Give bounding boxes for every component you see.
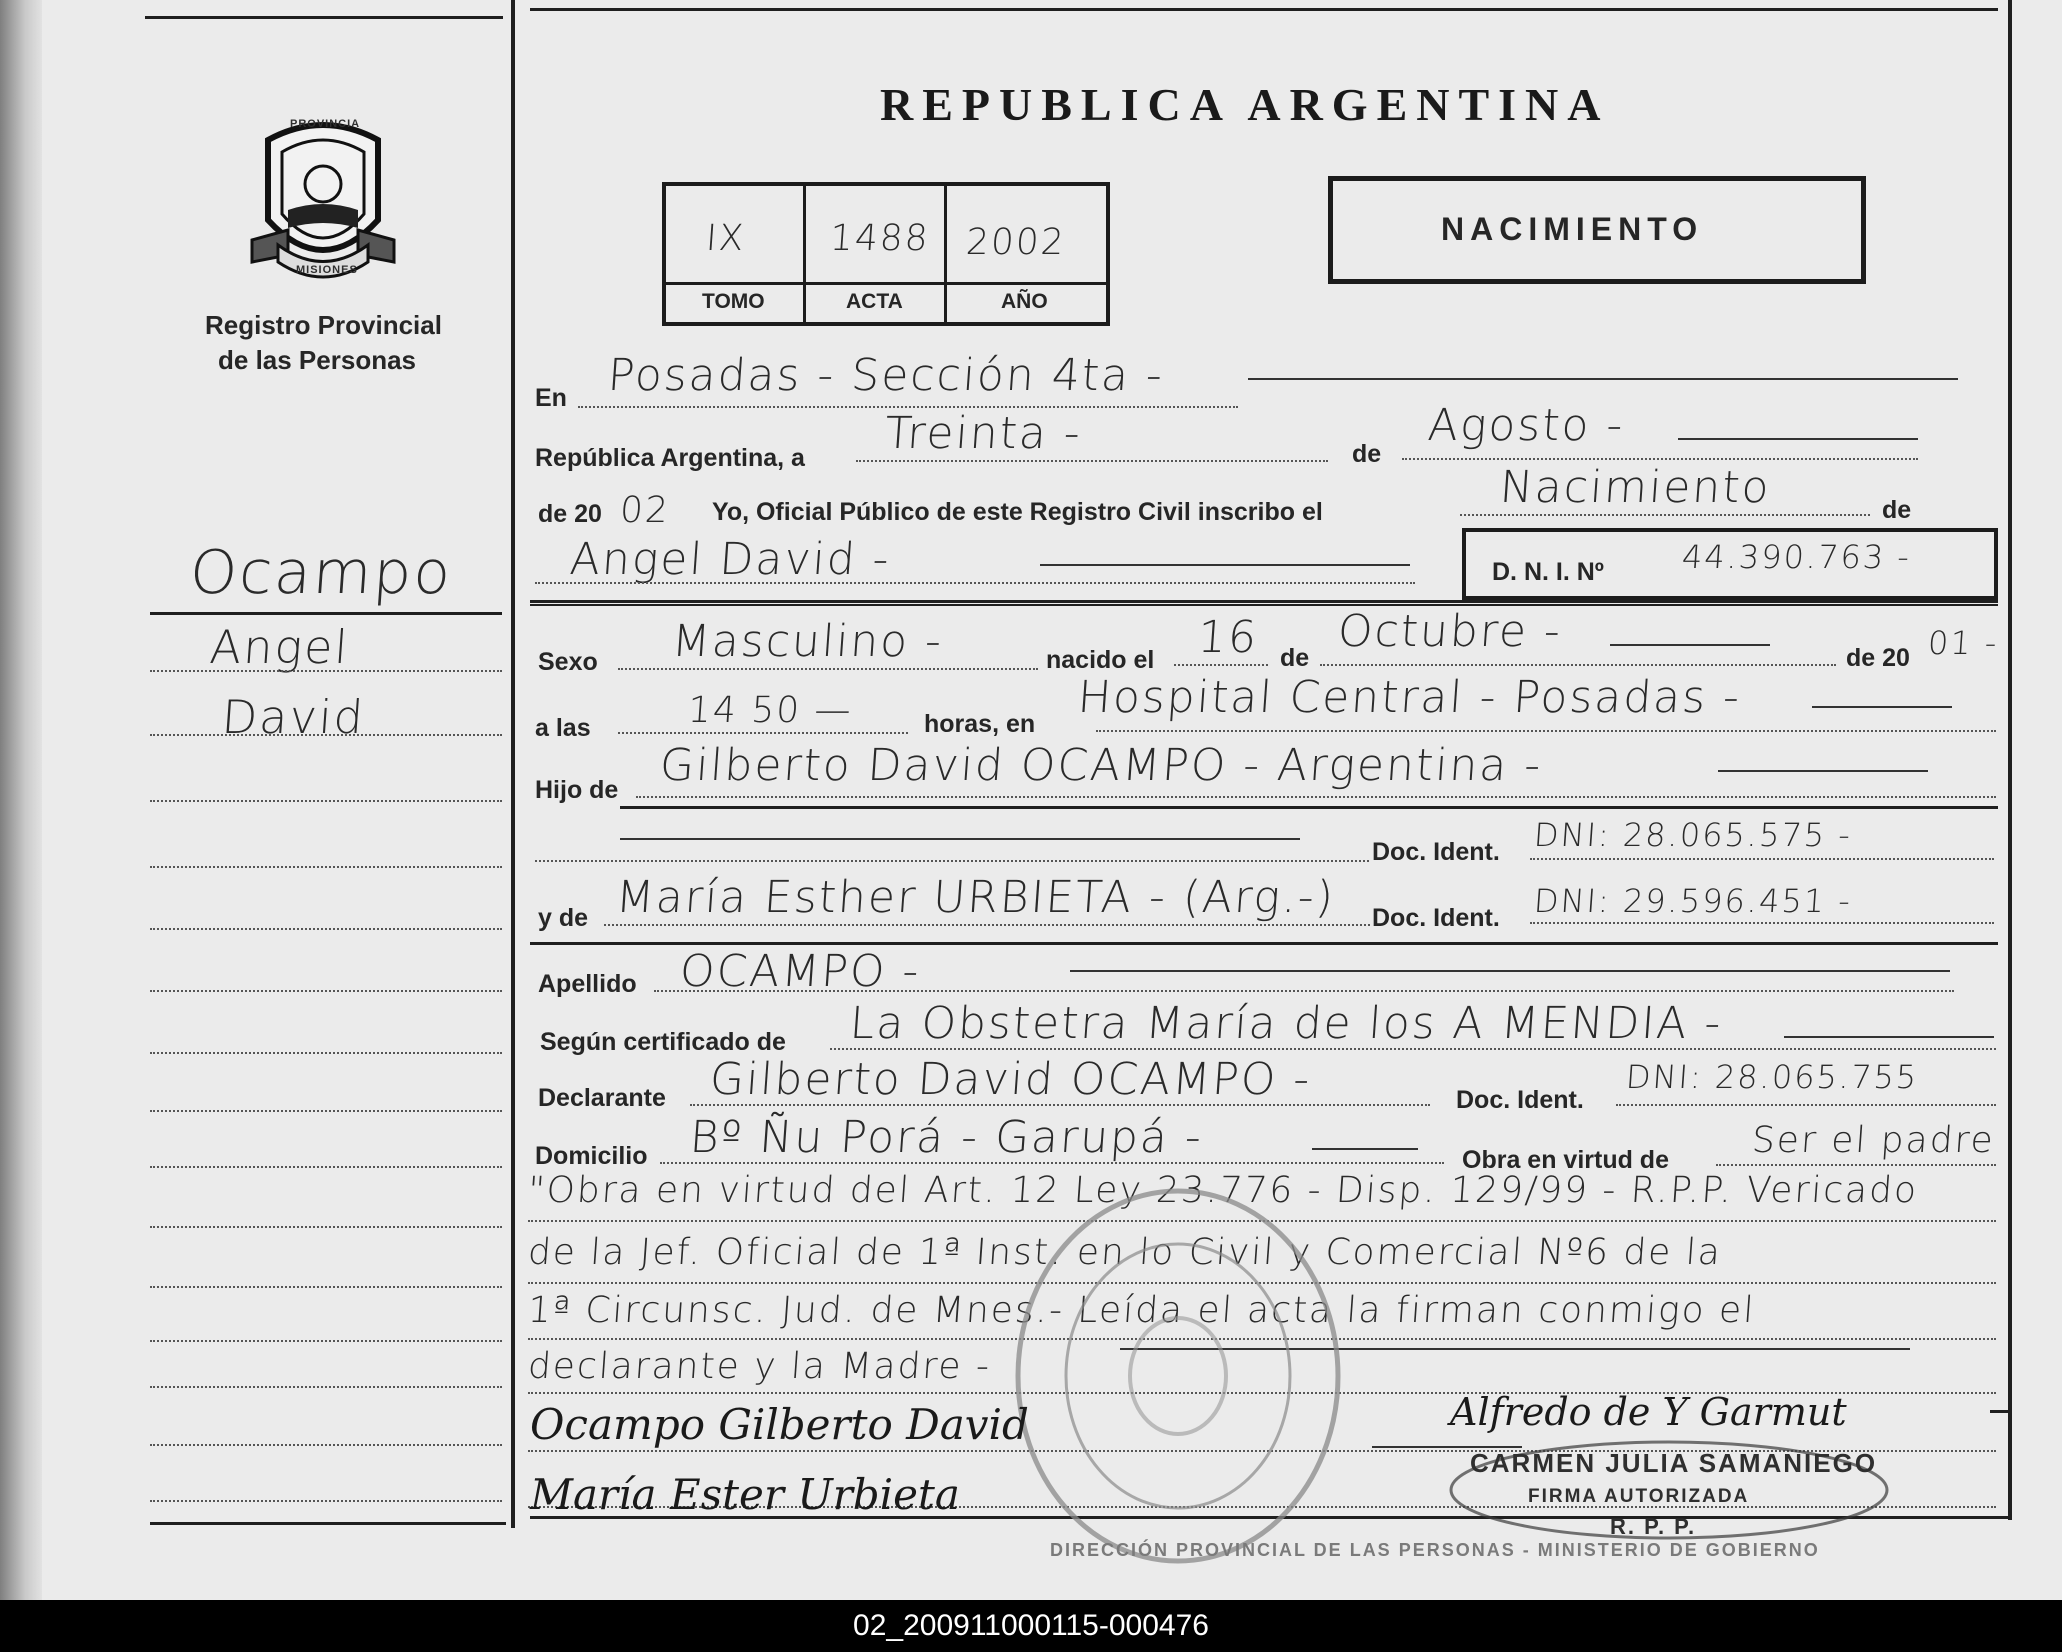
official-name: CARMEN JULIA SAMANIEGO (1470, 1448, 1878, 1478)
declarante-doc-value: DNI: 28.065.755 (1624, 1058, 1920, 1096)
fill-line (1784, 1036, 1994, 1038)
image-id-footer: 02_200911000115-000476 (0, 1600, 2062, 1652)
day-value: Treinta - (883, 408, 1084, 459)
acta-value: 1488 (828, 218, 932, 259)
doc-ident-label-3: Doc. Ident. (1456, 1086, 1584, 1114)
nacido-label: nacido el (1046, 646, 1155, 674)
section-rule-3 (620, 806, 1998, 809)
margin-first-name: Angel (208, 620, 352, 674)
apellido-label: Apellido (538, 970, 637, 998)
fill-line (1678, 438, 1918, 440)
record-type-label: NACIMIENTO (1441, 211, 1704, 247)
fill-line (1070, 970, 1950, 972)
margin-line (150, 1052, 502, 1054)
note-line-3: 1ª Circunsc. Jud. de Mnes.- Leída el acta la firman conmigo el (526, 1290, 1757, 1331)
left-bottom-rule (150, 1522, 506, 1525)
fill-line (535, 860, 1369, 862)
alas-label: a las (535, 714, 591, 742)
hijo-label: Hijo de (535, 776, 619, 804)
de-label-2: de (1882, 496, 1912, 524)
de-label-3: de (1280, 644, 1310, 672)
year-value: 02 (618, 490, 672, 531)
domicilio-label: Domicilio (535, 1142, 648, 1170)
fill-line (1312, 1148, 1418, 1150)
inscribo-value: Nacimiento (1498, 462, 1773, 513)
signature-father: Ocampo Gilberto David (530, 1400, 1029, 1449)
margin-line (150, 1444, 502, 1446)
margin-line (150, 1226, 502, 1228)
domicilio-value: Bº Ñu Porá - Garupá - (688, 1112, 1205, 1163)
mother-doc-value: DNI: 29.596.451 - (1532, 882, 1854, 920)
fill-line (618, 668, 1038, 670)
apellido-value: OCAMPO - (678, 946, 923, 997)
yde-label: y de (538, 904, 589, 932)
fill-line (654, 990, 1954, 992)
fill-line (1616, 1104, 1996, 1106)
country-title: REPUBLICA ARGENTINA (880, 79, 1610, 130)
sexo-value: Masculino - (670, 616, 945, 667)
record-type-box (1328, 176, 1866, 284)
en-value: Posadas - Sección 4ta - (606, 350, 1166, 401)
republica-label: República Argentina, a (535, 444, 805, 472)
margin-second-name: David (220, 690, 367, 744)
fill-line (535, 582, 1415, 584)
margin-surname: Ocampo (187, 538, 455, 608)
right-border (2008, 0, 2012, 1520)
de20-label: de 20 (1846, 644, 1910, 672)
dni-label: D. N. I. Nº (1492, 558, 1604, 586)
margin-line (150, 928, 502, 930)
father-doc-value: DNI: 28.065.575 - (1532, 816, 1854, 854)
fill-line (660, 1162, 1444, 1164)
doc-ident-label-2: Doc. Ident. (1372, 904, 1500, 932)
en-label: En (535, 384, 567, 412)
segun-label: Según certificado de (540, 1028, 786, 1056)
yo-text: Yo, Oficial Público de este Registro Civil inscribo el (712, 498, 1323, 526)
fill-line (618, 732, 908, 734)
tomo-label: TOMO (702, 290, 765, 313)
obra-value: Ser el padre (1750, 1120, 1997, 1161)
fill-line (1716, 1164, 1996, 1166)
birth-place-value: Hospital Central - Posadas - (1076, 672, 1743, 723)
margin-line (150, 1386, 502, 1388)
fill-line (1460, 514, 1870, 516)
year-prefix-label: de 20 (538, 500, 602, 528)
margin-line (150, 734, 502, 736)
signature-mother: María Ester Urbieta (530, 1470, 960, 1519)
declarante-value: Gilberto David OCAMPO - (708, 1054, 1314, 1105)
edge-mark (1990, 1410, 2010, 1413)
margin-line (150, 670, 502, 672)
fill-line (1248, 378, 1958, 380)
note-line-1: "Obra en virtud del Art. 12 Ley 23.776 - Disp. 129/99 - R.P.P. Vericado (526, 1170, 1920, 1211)
section-rule-1 (530, 600, 1998, 603)
seal-text-bottom: MISIONES (296, 264, 358, 276)
fill-line (1174, 664, 1268, 666)
fill-line (856, 460, 1328, 462)
tomo-value: IX (704, 218, 747, 259)
horas-label: horas, en (924, 710, 1036, 738)
main-top-rule (530, 8, 1998, 11)
seal-text-top: PROVINCIA (290, 118, 361, 130)
signature-official: Alfredo de Y Garmut (1450, 1390, 1847, 1434)
fill-line (636, 796, 1996, 798)
registry-name-line2: de las Personas (218, 345, 416, 375)
fill-line (1096, 730, 1996, 732)
hour-value: 14 50 — (686, 690, 854, 731)
ano-value: 2002 (964, 222, 1068, 263)
fill-line (620, 838, 1300, 840)
official-round-stamp-icon (1008, 1176, 1348, 1576)
margin-line (150, 1340, 502, 1342)
fill-line (1610, 644, 1770, 646)
round-stamp-text: DIRECCIÓN PROVINCIAL DE LAS PERSONAS - MINISTERIO DE GOBIERNO (1050, 1540, 1820, 1560)
certificate-value: La Obstetra María de los A MENDIA - (848, 998, 1725, 1049)
birth-year-value: 01 - (1926, 624, 2000, 662)
section-rule-4 (530, 942, 1998, 945)
margin-line (150, 866, 502, 868)
birth-month-value: Octubre - (1336, 606, 1564, 657)
month-value: Agosto - (1426, 400, 1627, 451)
ano-label: AÑO (1001, 290, 1048, 313)
fill-line (1402, 458, 1918, 460)
mother-name-value: María Esther URBIETA - (Arg.-) (614, 872, 1337, 923)
fill-line (830, 1048, 1996, 1050)
birth-day-value: 16 (1196, 612, 1260, 663)
book-binding (0, 0, 42, 1600)
obra-label: Obra en virtud de (1462, 1146, 1669, 1174)
father-name-value: Gilberto David OCAMPO - Argentina - (658, 740, 1545, 791)
official-title: FIRMA AUTORIZADA (1528, 1486, 1750, 1507)
dni-box (1462, 528, 1998, 600)
fill-line (1530, 922, 1994, 924)
misiones-seal-icon (248, 110, 398, 285)
de-label: de (1352, 440, 1382, 468)
margin-line (150, 1110, 502, 1112)
record-number-box (662, 182, 1110, 326)
dni-value: 44.390.763 - (1680, 538, 1913, 576)
fill-line (690, 1104, 1430, 1106)
registry-name-line1: Registro Provincial (205, 310, 442, 340)
doc-ident-label-1: Doc. Ident. (1372, 838, 1500, 866)
fill-line (1320, 664, 1836, 666)
acta-label: ACTA (846, 290, 903, 313)
fill-line (1530, 858, 1994, 860)
note-line-4: declarante y la Madre - (526, 1346, 993, 1387)
official-org: R. P. P. (1610, 1514, 1697, 1539)
margin-line (150, 990, 502, 992)
surname-rule (150, 612, 502, 615)
fill-line (1718, 770, 1928, 772)
sexo-label: Sexo (538, 648, 598, 676)
margin-line (150, 1166, 502, 1168)
fill-line (604, 924, 1370, 926)
section-rule-2 (530, 604, 1998, 606)
left-column-divider (511, 0, 515, 1528)
margin-line (150, 800, 502, 802)
note-line-2: de la Jef. Oficial de 1ª Inst. en lo Civil y Comercial Nº6 de la (526, 1232, 1724, 1273)
margin-line (150, 1286, 502, 1288)
declarante-label: Declarante (538, 1084, 666, 1112)
child-name-value: Angel David - (568, 534, 893, 585)
fill-line (1040, 564, 1410, 566)
fill-line (1812, 706, 1952, 708)
left-column-top-rule (145, 16, 503, 19)
margin-line (150, 1500, 502, 1502)
